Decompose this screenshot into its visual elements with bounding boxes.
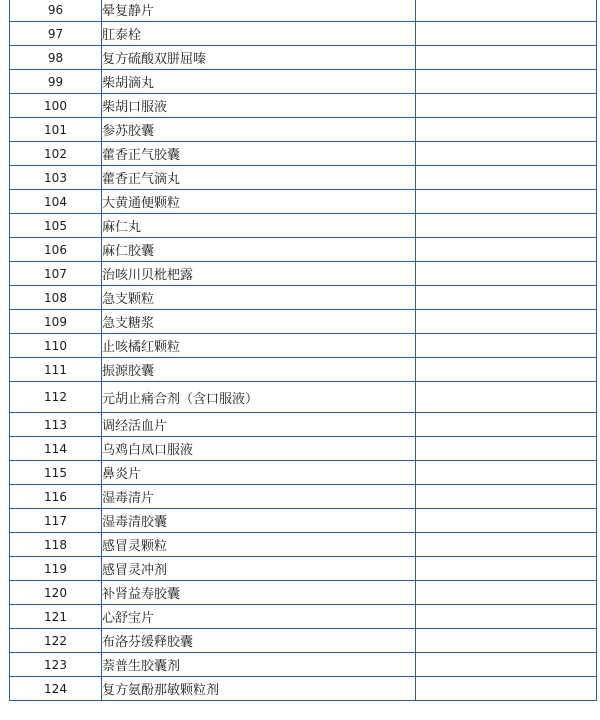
table-row xyxy=(10,653,597,677)
table-row xyxy=(10,533,597,557)
drug-name-cell[interactable]: 参苏胶囊 xyxy=(102,118,416,142)
drug-name-cell[interactable]: 振源胶囊 xyxy=(102,358,416,382)
table-row xyxy=(10,214,597,238)
empty-cell[interactable] xyxy=(416,286,597,310)
drug-name-cell[interactable]: 复方硫酸双胼屈嗪 xyxy=(102,46,416,70)
row-number-cell[interactable]: 97 xyxy=(10,22,102,46)
drug-name-cell[interactable]: 湿毒清胶囊 xyxy=(102,509,416,533)
row-number-cell[interactable]: 110 xyxy=(10,334,102,358)
table-row xyxy=(10,238,597,262)
empty-cell[interactable] xyxy=(416,509,597,533)
empty-cell[interactable] xyxy=(416,677,597,701)
table-body xyxy=(10,0,597,701)
row-number-cell[interactable]: 100 xyxy=(10,94,102,118)
table-row xyxy=(10,70,597,94)
row-number-cell[interactable]: 113 xyxy=(10,413,102,437)
row-number-cell[interactable]: 104 xyxy=(10,190,102,214)
empty-cell[interactable] xyxy=(416,557,597,581)
empty-cell[interactable] xyxy=(416,238,597,262)
drug-name-cell[interactable]: 元胡止痛合剂（含口服液） xyxy=(102,382,416,413)
table-row xyxy=(10,358,597,382)
empty-cell[interactable] xyxy=(416,413,597,437)
table-row xyxy=(10,382,597,413)
table-row xyxy=(10,334,597,358)
empty-cell[interactable] xyxy=(416,629,597,653)
drug-name-cell[interactable]: 藿香正气胶囊 xyxy=(102,142,416,166)
table-row xyxy=(10,118,597,142)
drug-name-cell[interactable]: 麻仁丸 xyxy=(102,214,416,238)
table-row xyxy=(10,581,597,605)
table-row xyxy=(10,166,597,190)
row-number-cell[interactable]: 98 xyxy=(10,46,102,70)
table-row xyxy=(10,605,597,629)
table-row xyxy=(10,46,597,70)
drug-name-cell[interactable]: 治咳川贝枇杷露 xyxy=(102,262,416,286)
table-row xyxy=(10,0,597,22)
empty-cell[interactable] xyxy=(416,166,597,190)
empty-cell[interactable] xyxy=(416,22,597,46)
table-row xyxy=(10,22,597,46)
drug-name-cell[interactable]: 晕复静片 xyxy=(102,0,416,22)
table-row xyxy=(10,677,597,701)
empty-cell[interactable] xyxy=(416,70,597,94)
empty-cell[interactable] xyxy=(416,310,597,334)
drug-name-cell[interactable]: 止咳橘红颗粒 xyxy=(102,334,416,358)
table-row xyxy=(10,629,597,653)
table-row xyxy=(10,509,597,533)
row-number-cell[interactable]: 123 xyxy=(10,653,102,677)
row-number-cell[interactable]: 103 xyxy=(10,166,102,190)
row-number-cell[interactable]: 119 xyxy=(10,557,102,581)
row-number-cell[interactable]: 122 xyxy=(10,629,102,653)
drug-name-cell[interactable]: 鼻炎片 xyxy=(102,461,416,485)
table-row xyxy=(10,286,597,310)
row-number-cell[interactable]: 114 xyxy=(10,437,102,461)
table-row xyxy=(10,94,597,118)
row-number-cell[interactable]: 111 xyxy=(10,358,102,382)
empty-cell[interactable] xyxy=(416,142,597,166)
row-number-cell[interactable]: 106 xyxy=(10,238,102,262)
drug-name-cell[interactable]: 调经活血片 xyxy=(102,413,416,437)
empty-cell[interactable] xyxy=(416,581,597,605)
drug-name-cell[interactable]: 肛泰栓 xyxy=(102,22,416,46)
empty-cell[interactable] xyxy=(416,46,597,70)
row-number-cell[interactable]: 101 xyxy=(10,118,102,142)
row-number-cell[interactable]: 109 xyxy=(10,310,102,334)
drug-name-cell[interactable]: 急支颗粒 xyxy=(102,286,416,310)
row-number-cell[interactable]: 108 xyxy=(10,286,102,310)
empty-cell[interactable] xyxy=(416,382,597,413)
empty-cell[interactable] xyxy=(416,437,597,461)
empty-cell[interactable] xyxy=(416,190,597,214)
table-row xyxy=(10,461,597,485)
table-row xyxy=(10,485,597,509)
empty-cell[interactable] xyxy=(416,94,597,118)
table-row xyxy=(10,437,597,461)
empty-cell[interactable] xyxy=(416,653,597,677)
row-number-cell[interactable]: 105 xyxy=(10,214,102,238)
empty-cell[interactable] xyxy=(416,461,597,485)
drug-name-cell[interactable]: 急支糖浆 xyxy=(102,310,416,334)
drug-name-cell[interactable]: 布洛芬缓释胶囊 xyxy=(102,629,416,653)
empty-cell[interactable] xyxy=(416,214,597,238)
drug-name-cell[interactable]: 麻仁胶囊 xyxy=(102,238,416,262)
empty-cell[interactable] xyxy=(416,262,597,286)
empty-cell[interactable] xyxy=(416,358,597,382)
row-number-cell[interactable]: 118 xyxy=(10,533,102,557)
table-row xyxy=(10,310,597,334)
table-row xyxy=(10,142,597,166)
row-number-cell[interactable]: 116 xyxy=(10,485,102,509)
row-number-cell[interactable]: 124 xyxy=(10,677,102,701)
drug-list-table xyxy=(9,0,597,701)
drug-name-cell[interactable]: 补肾益寿胶囊 xyxy=(102,581,416,605)
drug-name-cell[interactable]: 感冒灵颗粒 xyxy=(102,533,416,557)
row-number-cell[interactable]: 121 xyxy=(10,605,102,629)
drug-name-cell[interactable]: 复方氨酚那敏颗粒剂 xyxy=(102,677,416,701)
row-number-cell[interactable]: 117 xyxy=(10,509,102,533)
table-row xyxy=(10,262,597,286)
drug-name-cell[interactable]: 乌鸡白凤口服液 xyxy=(102,437,416,461)
empty-cell[interactable] xyxy=(416,334,597,358)
table-row xyxy=(10,557,597,581)
row-number-cell[interactable]: 120 xyxy=(10,581,102,605)
drug-name-cell[interactable]: 心舒宝片 xyxy=(102,605,416,629)
table-row xyxy=(10,413,597,437)
row-number-cell[interactable]: 96 xyxy=(10,0,102,22)
drug-name-cell[interactable]: 湿毒清片 xyxy=(102,485,416,509)
empty-cell[interactable] xyxy=(416,118,597,142)
table-row xyxy=(10,190,597,214)
drug-name-cell[interactable]: 大黄通便颗粒 xyxy=(102,190,416,214)
drug-name-cell[interactable]: 藿香正气滴丸 xyxy=(102,166,416,190)
drug-name-cell[interactable]: 柴胡口服液 xyxy=(102,94,416,118)
row-number-cell[interactable]: 99 xyxy=(10,70,102,94)
row-number-cell[interactable]: 102 xyxy=(10,142,102,166)
row-number-cell[interactable]: 112 xyxy=(10,382,102,413)
empty-cell[interactable] xyxy=(416,485,597,509)
row-number-cell[interactable]: 107 xyxy=(10,262,102,286)
empty-cell[interactable] xyxy=(416,0,597,22)
drug-name-cell[interactable]: 感冒灵冲剂 xyxy=(102,557,416,581)
drug-name-cell[interactable]: 萘普生胶囊剂 xyxy=(102,653,416,677)
drug-name-cell[interactable]: 柴胡滴丸 xyxy=(102,70,416,94)
empty-cell[interactable] xyxy=(416,605,597,629)
empty-cell[interactable] xyxy=(416,533,597,557)
row-number-cell[interactable]: 115 xyxy=(10,461,102,485)
